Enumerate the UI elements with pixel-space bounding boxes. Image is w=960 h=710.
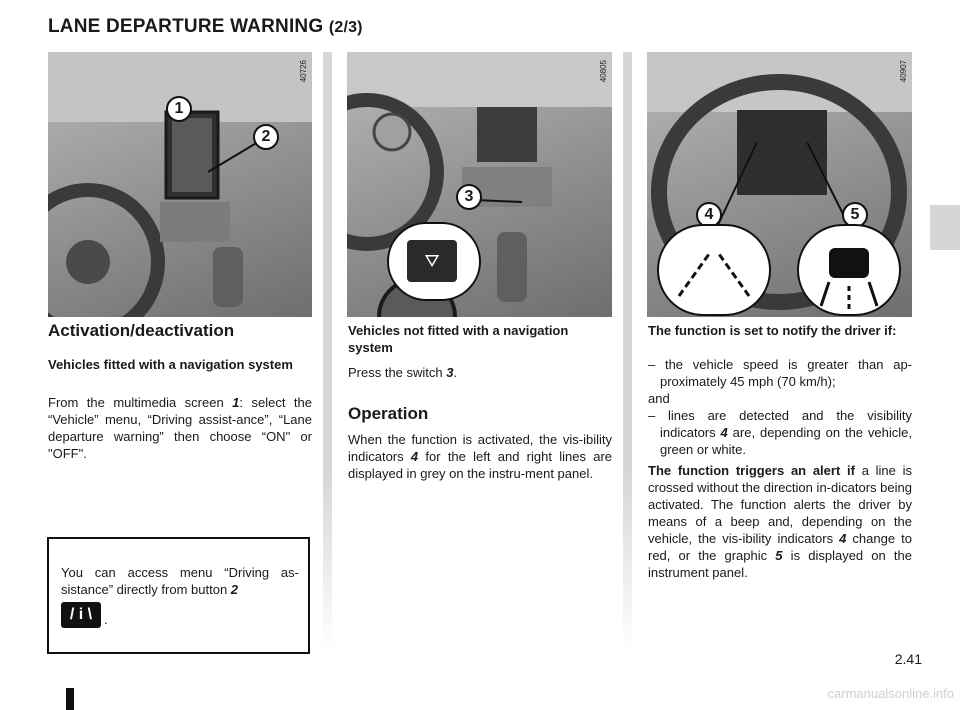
callout-2: 2 xyxy=(253,124,279,150)
car-on-lane-icon xyxy=(799,226,899,314)
ref-1: 1 xyxy=(232,395,240,410)
page-title: LANE DEPARTURE WARNING (2/3) xyxy=(48,16,363,37)
lane-switch-icon: ⛛ xyxy=(407,240,457,282)
watermark: carmanualsonline.info xyxy=(827,686,954,701)
dashboard-illustration-multimedia xyxy=(48,52,312,317)
note-box xyxy=(47,537,310,654)
instrument-panel-illustration xyxy=(647,52,912,317)
ref-4: 4 xyxy=(720,425,728,440)
driving-assistance-button-icon: / i \ xyxy=(61,602,101,628)
section-tab-marker xyxy=(930,205,960,250)
condition-lines-detected: – lines are detected and the visibility indicators 4 are, depending on the vehicle, green or white. xyxy=(648,408,912,457)
lane-lines-icon xyxy=(659,226,769,314)
ref-4: 4 xyxy=(410,449,419,464)
column-divider xyxy=(623,52,632,652)
operation-paragraph: When the function is activated, the vis-ibility indicators 4 for the left and right lines are displayed in grey on the instru-ment panel. xyxy=(348,432,613,481)
press-switch-text: Press the switch 3. xyxy=(348,365,458,380)
section-heading-operation: Operation xyxy=(348,404,429,423)
condition-and: and xyxy=(648,391,670,406)
ref-2: 2 xyxy=(230,582,239,597)
alert-paragraph: The function triggers an alert if a line is crossed without the direction in-dicators being activated. The function alerts the driver by means of a beep and, depending on the vehicle, the vis-ibility indicators 4 change to red, or the graphic 5 is displayed on the instrument panel. xyxy=(648,463,912,580)
notify-conditions-lead: The function is set to notify the driver if: xyxy=(648,323,897,338)
corner-mark xyxy=(66,688,74,710)
figure-code: 40907 xyxy=(899,60,908,83)
note-text: You can access menu “Driving as-sistance” directly from button 2 xyxy=(61,565,299,597)
callout-3: 3 xyxy=(456,184,482,210)
visibility-indicators-inset xyxy=(657,224,771,316)
page-subtitle: (2/3) xyxy=(328,19,363,36)
activation-paragraph: From the multimedia screen 1: select the “Vehicle” menu, “Driving assist-ance”, “Lane departure warning” then choose “ON" or "OFF". xyxy=(48,395,312,461)
ref-3: 3 xyxy=(446,365,454,380)
figure-code: 40805 xyxy=(599,60,608,83)
note-period: . xyxy=(104,612,108,627)
ref-4: 4 xyxy=(839,531,847,546)
ref-5: 5 xyxy=(775,548,783,563)
dashboard-drawing xyxy=(48,52,312,317)
dashboard-drawing xyxy=(347,52,612,317)
condition-speed: – the vehicle speed is greater than ap-proximately 45 mph (70 km/h); xyxy=(648,357,912,389)
section-heading-activation: Activation/deactivation xyxy=(48,321,235,340)
figure-code: 40726 xyxy=(299,60,308,83)
alert-graphic-inset xyxy=(797,224,901,316)
subheading-with-navigation: Vehicles fitted with a navigation system xyxy=(48,357,293,372)
lane-switch-inset xyxy=(387,222,481,301)
page-number: 2.41 xyxy=(894,651,922,667)
alert-lead: The function triggers an alert if xyxy=(648,463,855,478)
column-divider xyxy=(323,52,332,652)
callout-5: 5 xyxy=(842,202,868,228)
callout-1: 1 xyxy=(166,96,192,122)
dashboard-illustration-switch xyxy=(347,52,612,317)
callout-4: 4 xyxy=(696,202,722,228)
subheading-without-navigation: Vehicles not fitted with a navigation system xyxy=(348,323,569,355)
